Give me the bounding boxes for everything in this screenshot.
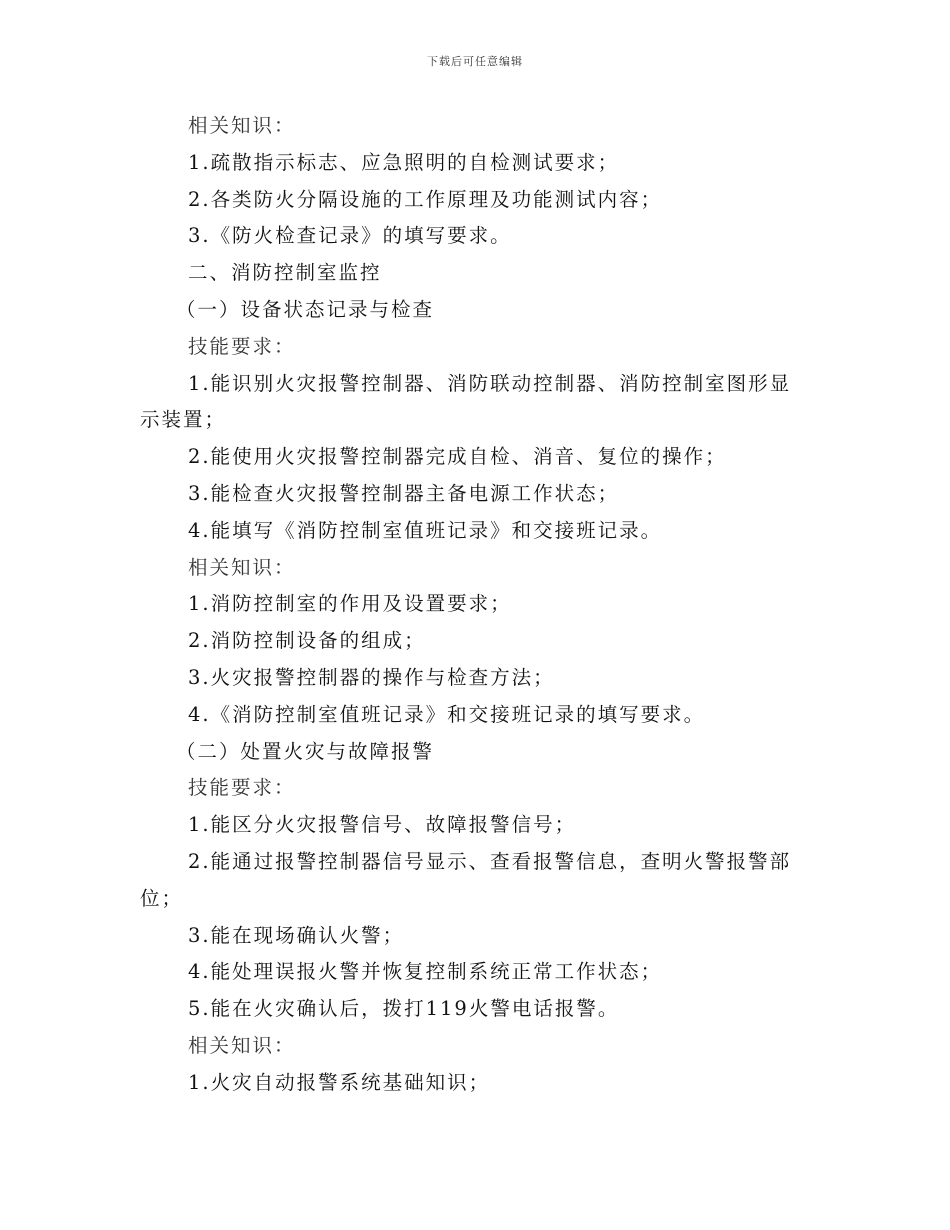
list-item-continuation: 示装置； — [140, 408, 227, 432]
list-item: 1.疏散指示标志、应急照明的自检测试要求； — [188, 150, 620, 174]
list-item: 2.消防控制设备的组成； — [188, 629, 426, 653]
chapter-heading: 二、消防控制室监控 — [188, 261, 382, 285]
section-heading: （二）处置火灾与故障报警 — [176, 739, 435, 763]
list-item: 2.各类防火分隔设施的工作原理及功能测试内容； — [188, 187, 663, 211]
list-item-continuation: 位； — [140, 886, 184, 910]
list-item: 1.能区分火灾报警信号、故障报警信号； — [188, 813, 577, 837]
section-heading-related-knowledge: 相关知识： — [188, 555, 296, 579]
section-heading-skill-requirements: 技能要求： — [188, 334, 296, 358]
section-heading-related-knowledge: 相关知识： — [188, 1033, 296, 1057]
page-header: 下载后可任意编辑 — [427, 55, 523, 68]
list-item: 4.《消防控制室值班记录》和交接班记录的填写要求。 — [188, 702, 706, 726]
list-item: 4.能处理误报火警并恢复控制系统正常工作状态； — [188, 960, 663, 984]
section-heading: （一）设备状态记录与检查 — [176, 297, 435, 321]
list-item: 5.能在火灾确认后，拨打119火警电话报警。 — [188, 997, 620, 1021]
list-item: 1.能识别火灾报警控制器、消防联动控制器、消防控制室图形显 — [188, 371, 792, 395]
list-item: 3.能检查火灾报警控制器主备电源工作状态； — [188, 481, 620, 505]
list-item: 3.火灾报警控制器的操作与检查方法； — [188, 665, 555, 689]
list-item: 1.消防控制室的作用及设置要求； — [188, 592, 512, 616]
list-item: 3.能在现场确认火警； — [188, 923, 405, 947]
section-heading-skill-requirements: 技能要求： — [188, 776, 296, 800]
list-item: 4.能填写《消防控制室值班记录》和交接班记录。 — [188, 518, 663, 542]
list-item: 2.能通过报警控制器信号显示、查看报警信息，查明火警报警部 — [188, 849, 792, 873]
list-item: 1.火灾自动报警系统基础知识； — [188, 1070, 491, 1094]
section-heading-related-knowledge: 相关知识： — [188, 114, 296, 137]
list-item: 3.《防火检查记录》的填写要求。 — [188, 224, 512, 248]
list-item: 2.能使用火灾报警控制器完成自检、消音、复位的操作； — [188, 445, 727, 469]
document-body — [140, 108, 830, 1102]
